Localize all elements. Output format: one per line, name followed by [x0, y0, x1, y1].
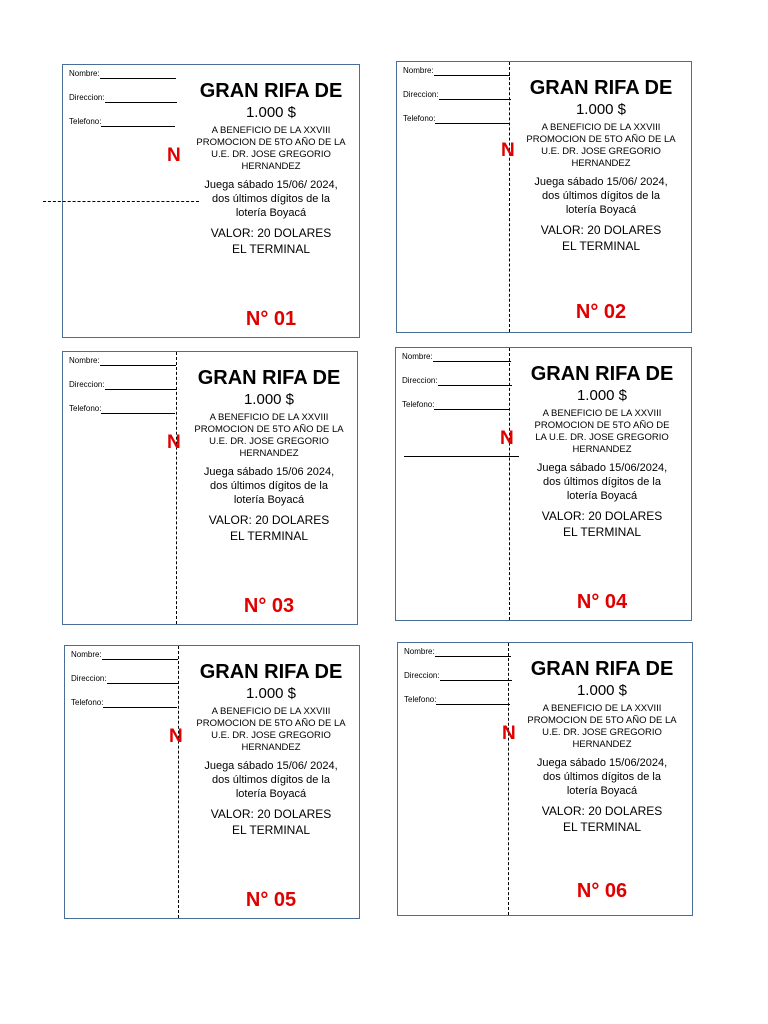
ticket-price: VALOR: 20 DOLARES	[540, 223, 662, 237]
ticket-title: GRAN RIFA DE	[530, 363, 674, 385]
ticket-title: GRAN RIFA DE	[530, 658, 674, 680]
nombre-line[interactable]	[433, 352, 511, 362]
benefit-text: A BENEFICIO DE LA XXVIII PROMOCION DE 5TO AÑO DE LA U.E. DR. JOSE GREGORIO HERNANDEZ	[196, 125, 346, 172]
ticket-body	[521, 76, 681, 332]
draw-info: Juega sábado 15/06/ 2024, dos últimos dígitos de la lotería Boyacá	[534, 176, 668, 216]
perforation-line	[508, 643, 509, 915]
ticket-location: EL TERMINAL	[561, 239, 641, 253]
ticket-price: VALOR: 20 DOLARES	[541, 509, 663, 523]
ticket-body	[522, 657, 682, 915]
draw-info: Juega sábado 15/06/2024, dos últimos dígitos de la lotería Boyacá	[536, 462, 668, 502]
telefono-label: Telefono:	[403, 114, 436, 123]
nombre-label: Nombre:	[404, 647, 435, 656]
benefit-text: A BENEFICIO DE LA XXVIII PROMOCION DE 5TO AÑO DE LA U.E. DR. JOSE GREGORIO HERNANDEZ	[527, 703, 677, 750]
raffle-ticket-04	[395, 347, 692, 621]
nombre-line[interactable]	[435, 647, 511, 657]
ticket-number: N° 05	[245, 889, 297, 911]
ticket-number: N° 06	[576, 880, 628, 902]
ticket-stub	[403, 66, 515, 138]
perforation-line	[178, 646, 179, 918]
direccion-label: Direccion:	[71, 674, 107, 683]
ticket-price: VALOR: 20 DOLARES	[208, 513, 330, 527]
ticket-location: EL TERMINAL	[562, 525, 642, 539]
nombre-line[interactable]	[100, 69, 176, 79]
draw-info: Juega sábado 15/06/ 2024, dos últimos dígitos de la lotería Boyacá	[204, 760, 338, 800]
stub-cut-line	[404, 456, 519, 457]
stub-number-prefix: N	[500, 428, 514, 449]
telefono-line[interactable]	[435, 114, 509, 124]
telefono-label: Telefono:	[71, 698, 104, 707]
benefit-text: A BENEFICIO DE LA XXVIII PROMOCION DE 5TO AÑO DE LA U.E. DR. JOSE GREGORIO HERNANDEZ	[534, 408, 670, 455]
ticket-number: N° 04	[576, 591, 628, 613]
draw-info: Juega sábado 15/06/2024, dos últimos dígitos de la lotería Boyacá	[536, 757, 668, 797]
nombre-line[interactable]	[100, 356, 176, 366]
nombre-label: Nombre:	[69, 356, 100, 365]
ticket-number: N° 02	[575, 301, 627, 323]
stub-number-prefix: N	[501, 140, 515, 161]
prize-amount: 1.000 $	[245, 685, 297, 702]
ticket-title: GRAN RIFA DE	[199, 661, 343, 683]
direccion-line[interactable]	[438, 376, 512, 386]
stub-number-prefix: N	[502, 723, 516, 744]
perforation-line	[509, 348, 510, 620]
direccion-line[interactable]	[105, 93, 177, 103]
raffle-ticket-03	[62, 351, 358, 625]
ticket-price: VALOR: 20 DOLARES	[210, 807, 332, 821]
raffle-ticket-01	[62, 64, 360, 338]
direccion-label: Direccion:	[402, 376, 438, 385]
ticket-location: EL TERMINAL	[562, 820, 642, 834]
nombre-label: Nombre:	[403, 66, 434, 75]
telefono-label: Telefono:	[69, 404, 102, 413]
benefit-text: A BENEFICIO DE LA XXVIII PROMOCION DE 5TO AÑO DE LA U.E. DR. JOSE GREGORIO HERNANDEZ	[526, 122, 676, 169]
direccion-label: Direccion:	[404, 671, 440, 680]
telefono-line[interactable]	[434, 400, 510, 410]
perforation-line	[509, 62, 510, 332]
ticket-title: GRAN RIFA DE	[529, 77, 673, 99]
ticket-location: EL TERMINAL	[231, 242, 311, 256]
perforation-line	[176, 352, 177, 624]
ticket-stub	[69, 356, 181, 428]
direccion-line[interactable]	[107, 674, 179, 684]
prize-amount: 1.000 $	[243, 391, 295, 408]
stub-number-prefix: N	[167, 432, 181, 453]
ticket-number: N° 01	[245, 308, 297, 330]
direccion-label: Direccion:	[69, 93, 105, 102]
telefono-line[interactable]	[101, 117, 175, 127]
benefit-text: A BENEFICIO DE LA XXVIII PROMOCION DE 5TO AÑO DE LA U.E. DR. JOSE GREGORIO HERNANDEZ	[194, 412, 344, 459]
direccion-label: Direccion:	[69, 380, 105, 389]
ticket-stub	[71, 650, 183, 722]
ticket-title: GRAN RIFA DE	[197, 367, 341, 389]
ticket-body	[189, 366, 349, 624]
direccion-line[interactable]	[439, 90, 511, 100]
prize-amount: 1.000 $	[245, 104, 297, 121]
telefono-line[interactable]	[436, 695, 510, 705]
direccion-line[interactable]	[105, 380, 177, 390]
prize-amount: 1.000 $	[576, 682, 628, 699]
prize-amount: 1.000 $	[576, 387, 628, 404]
nombre-line[interactable]	[434, 66, 510, 76]
direccion-line[interactable]	[440, 671, 512, 681]
nombre-label: Nombre:	[402, 352, 433, 361]
ticket-number: N° 03	[243, 595, 295, 617]
nombre-line[interactable]	[102, 650, 178, 660]
telefono-label: Telefono:	[402, 400, 435, 409]
raffle-ticket-05	[64, 645, 360, 919]
ticket-location: EL TERMINAL	[229, 529, 309, 543]
ticket-body	[191, 660, 351, 918]
ticket-stub	[402, 352, 514, 424]
stub-number-prefix: N	[169, 726, 183, 747]
ticket-price: VALOR: 20 DOLARES	[210, 226, 332, 240]
prize-amount: 1.000 $	[575, 101, 627, 118]
ticket-body	[191, 79, 351, 337]
raffle-ticket-06	[397, 642, 693, 916]
ticket-stub	[404, 647, 516, 719]
telefono-label: Telefono:	[404, 695, 437, 704]
ticket-body	[522, 362, 682, 620]
direccion-label: Direccion:	[403, 90, 439, 99]
ticket-price: VALOR: 20 DOLARES	[541, 804, 663, 818]
ticket-title: GRAN RIFA DE	[199, 80, 343, 102]
nombre-label: Nombre:	[71, 650, 102, 659]
perforation-line	[43, 201, 199, 202]
benefit-text: A BENEFICIO DE LA XXVIII PROMOCION DE 5TO AÑO DE LA U.E. DR. JOSE GREGORIO HERNANDEZ	[196, 706, 346, 753]
telefono-label: Telefono:	[69, 117, 102, 126]
telefono-line[interactable]	[101, 404, 175, 414]
ticket-location: EL TERMINAL	[231, 823, 311, 837]
stub-number-prefix: N	[167, 145, 181, 166]
draw-info: Juega sábado 15/06 2024, dos últimos dígitos de la lotería Boyacá	[203, 466, 335, 506]
raffle-ticket-02	[396, 61, 692, 333]
ticket-stub	[69, 69, 181, 141]
nombre-label: Nombre:	[69, 69, 100, 78]
draw-info: Juega sábado 15/06/ 2024, dos últimos dígitos de la lotería Boyacá	[204, 179, 338, 219]
telefono-line[interactable]	[103, 698, 177, 708]
